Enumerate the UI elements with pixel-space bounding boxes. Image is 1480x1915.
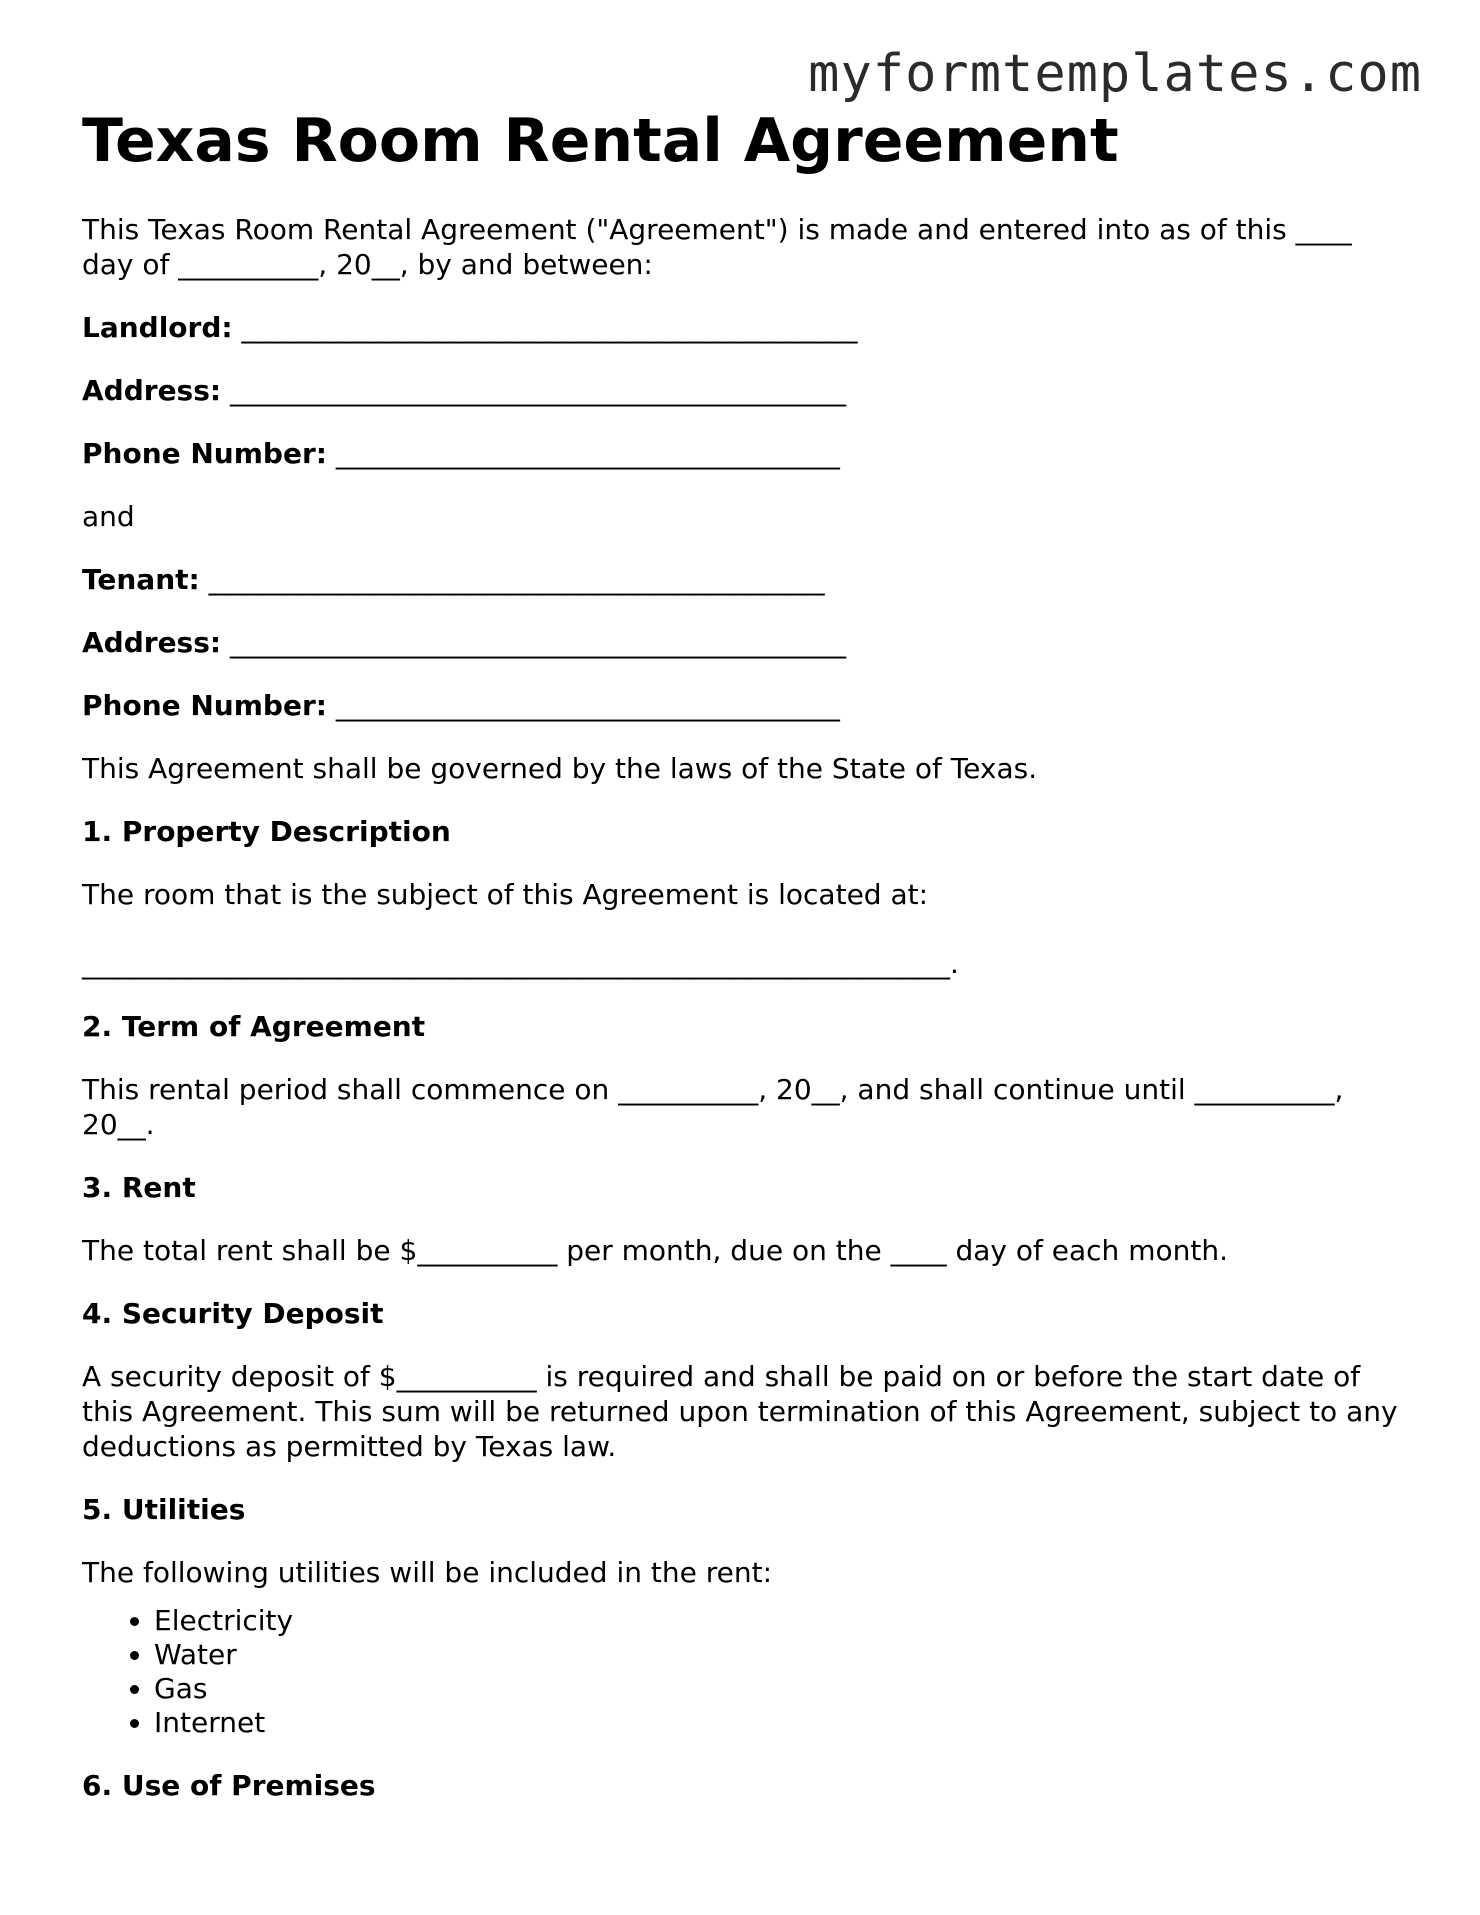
property-address-blank[interactable]: ______________________________________________________________. <box>82 947 959 980</box>
list-item: • Gas <box>154 1672 1398 1706</box>
landlord-address-blank[interactable]: ____________________________________________ <box>230 374 846 407</box>
tenant-name-blank[interactable]: ____________________________________________ <box>208 563 825 596</box>
tenant-name-label: Tenant: <box>82 563 200 596</box>
tenant-name-field[interactable] <box>82 562 1398 597</box>
and-text: and <box>82 500 135 533</box>
governing-law-paragraph: This Agreement shall be governed by the laws of the State of Texas. <box>82 752 1038 785</box>
section-deposit-text: A security deposit of $__________ is required and shall be paid on or before the start date of this Agreement. This sum will be returned upon termination of this Agreement, subject to any deductions as permitted by Texas law. <box>82 1360 1398 1463</box>
tenant-address-field[interactable] <box>82 625 1398 660</box>
tenant-phone-field[interactable] <box>82 688 1398 723</box>
section-property-text: The room that is the subject of this Agreement is located at: <box>82 878 929 911</box>
section-use-heading: 6. Use of Premises <box>82 1769 376 1802</box>
utilities-list <box>82 1604 1398 1740</box>
document-page <box>82 108 1398 1831</box>
landlord-phone-field[interactable] <box>82 436 1398 471</box>
tenant-address-label: Address: <box>82 626 222 659</box>
tenant-phone-label: Phone Number: <box>82 689 327 722</box>
intro-paragraph: This Texas Room Rental Agreement ("Agreement") is made and entered into as of this ____ day of __________, 20__, by and between: <box>82 213 1352 281</box>
landlord-address-label: Address: <box>82 374 222 407</box>
tenant-address-blank[interactable]: ____________________________________________ <box>230 626 846 659</box>
section-rent-heading: 3. Rent <box>82 1171 196 1204</box>
landlord-name-label: Landlord: <box>82 311 233 344</box>
list-item: • Electricity <box>154 1604 1398 1638</box>
document-title: Texas Room Rental Agreement <box>82 106 1119 176</box>
landlord-address-field[interactable] <box>82 373 1398 408</box>
watermark: myformtemplates.com <box>808 44 1422 104</box>
section-property-heading: 1. Property Description <box>82 815 451 848</box>
section-utilities-text: The following utilities will be included in the rent: <box>82 1556 773 1589</box>
section-utilities-heading: 5. Utilities <box>82 1493 246 1526</box>
tenant-phone-blank[interactable]: ____________________________________ <box>335 689 840 722</box>
section-term-heading: 2. Term of Agreement <box>82 1010 426 1043</box>
section-term-text: This rental period shall commence on __________, 20__, and shall continue until __________, 20__. <box>82 1073 1344 1141</box>
landlord-name-blank[interactable]: ____________________________________________ <box>241 311 858 344</box>
section-deposit-heading: 4. Security Deposit <box>82 1297 384 1330</box>
list-item: • Internet <box>154 1706 1398 1740</box>
landlord-phone-label: Phone Number: <box>82 437 327 470</box>
landlord-name-field[interactable] <box>82 310 1398 345</box>
list-item: • Water <box>154 1638 1398 1672</box>
landlord-phone-blank[interactable]: ____________________________________ <box>335 437 840 470</box>
section-rent-text: The total rent shall be $__________ per month, due on the ____ day of each month. <box>82 1234 1228 1267</box>
